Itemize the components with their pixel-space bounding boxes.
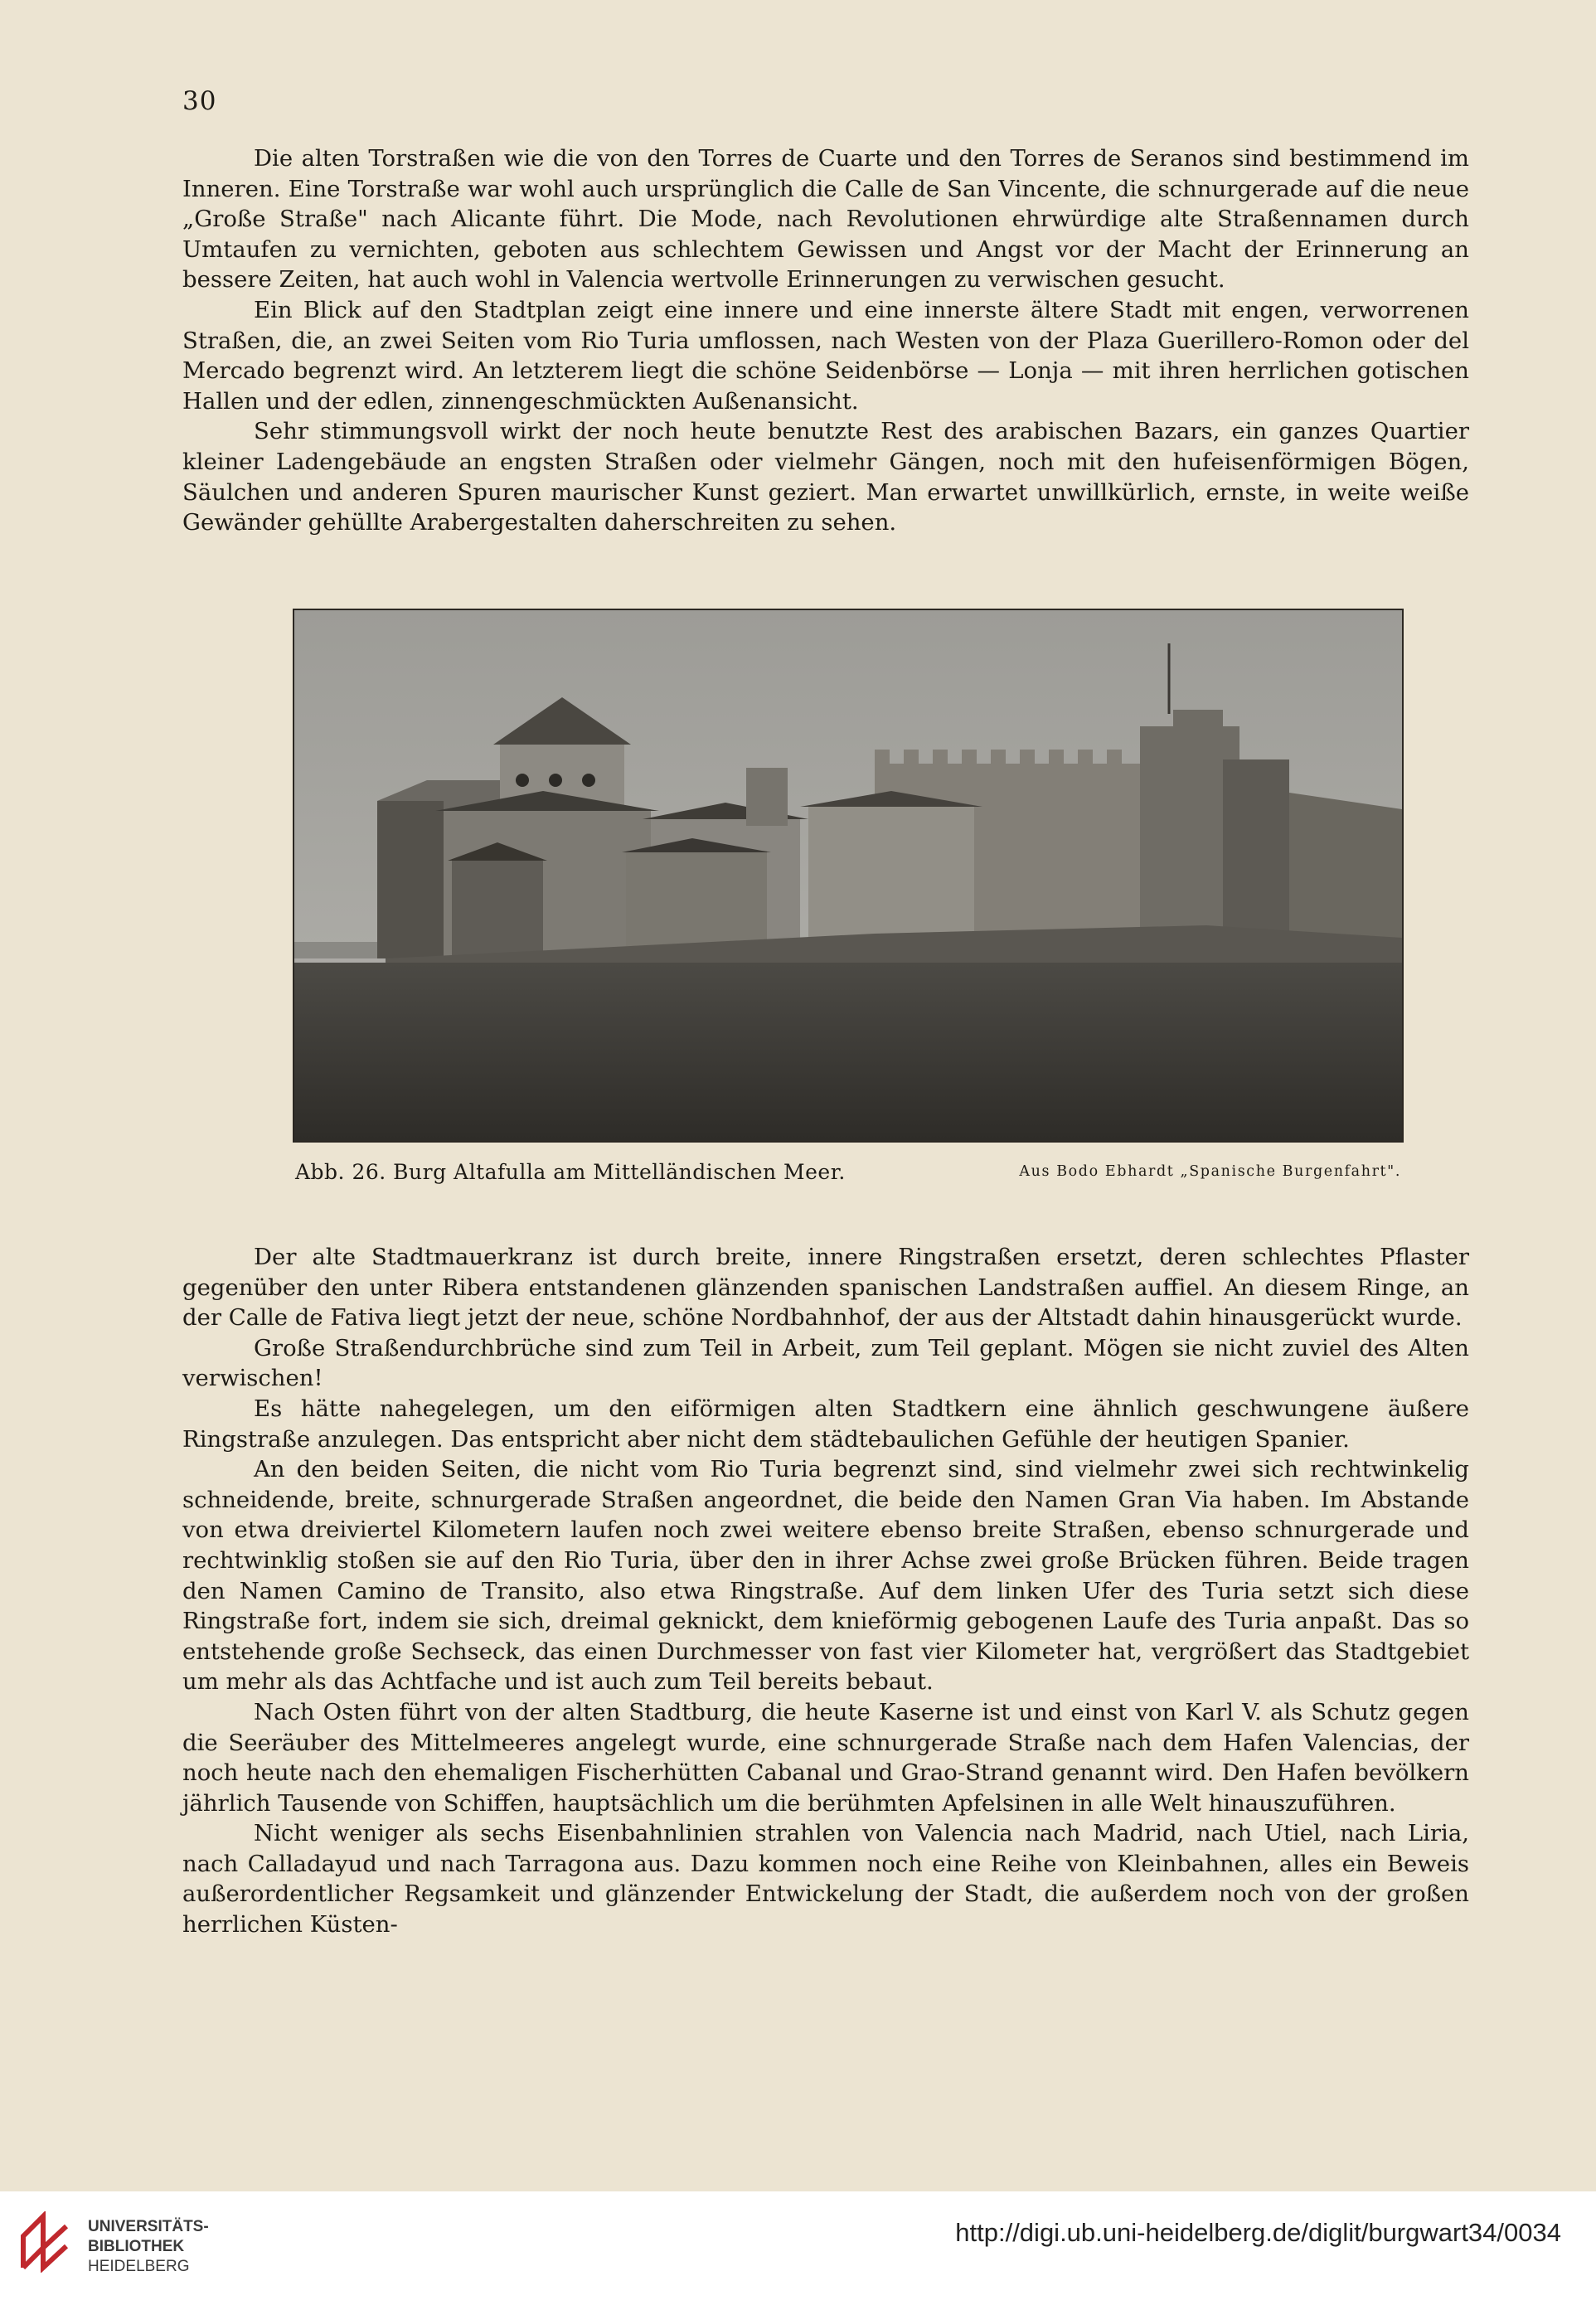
library-name-line: HEIDELBERG <box>88 2258 190 2275</box>
paragraph: Die alten Torstraßen wie die von den Torres de Cuarte und den Torres de Seranos sind bestimmend im Inneren. Eine Torstraße war wohl auch ursprünglich die Calle de San Vincente, die schnurgerade auf die neue „Große Straße" nach Alicante führt. Die Mode, nach Revolutionen ehrwürdige alte Straßennamen durch Umtaufen zu vernichten, geboten aus schlechtem Gewissen und Angst vor der Macht der Erinnerung an bessere Zeiten, hat auch wohl in Valencia wertvolle Erinnerungen zu verwischen gesucht. <box>182 145 1469 294</box>
paragraph: Nicht weniger als sechs Eisenbahnlinien strahlen von Valencia nach Madrid, nach Utiel, nach Liria, nach Calladayud und nach Tarragona aus. Dazu kommen noch eine Reihe von Kleinbahnen, alles ein Beweis außerordentlicher Regsamkeit und glänzender Entwickelung der Stadt, die außerdem noch von der großen herrlichen Küsten- <box>182 1820 1469 1939</box>
library-name <box>88 2217 209 2277</box>
paragraph: An den beiden Seiten, die nicht vom Rio Turia begrenzt sind, sind vielmehr zwei sich rechtwinkelig schneidende, breite, schnurgerade Straßen angeordnet, die beide den Namen Gran Via haben. Im Abstande von etwa dreiviertel Kilometern laufen noch zwei weitere ebenso breite Straßen, ebenso schnurgerade und rechtwinklig stoßen sie auf den Rio Turia, über den in ihrer Achse zwei große Brücken führen. Beide tragen den Namen Camino de Transito, also etwa Ringstraße. Auf dem linken Ufer des Turia setzt sich diese Ringstraße fort, indem sie sich, dreimal geknickt, dem knieförmig gebogenen Laufe des Turia anpaßt. Das so entstehende große Sechseck, das einen Durchmesser von fast vier Kilometer hat, vergrößert das Stadtgebiet um mehr als das Achtfache und ist auch zum Teil bereits bebaut. <box>182 1456 1469 1696</box>
paragraph: Große Straßendurchbrüche sind zum Teil in Arbeit, zum Teil geplant. Mögen sie nicht zuviel des Alten verwischen! <box>182 1334 1469 1392</box>
library-name-line: UNIVERSITÄTS- <box>88 2218 209 2235</box>
page-number: 30 <box>182 86 217 116</box>
paragraph: Der alte Stadtmauerkranz ist durch breite, innere Ringstraßen ersetzt, deren schlechtes Pflaster gegenüber den unter Ribera entstandenen glänzenden spanischen Landstraßen auffiel. An diesem Ringe, an der Calle de Fativa liegt jetzt der neue, schöne Nordbahnhof, der aus der Altstadt dahin hinausgerückt wurde. <box>182 1244 1469 1332</box>
library-name-line: BIBLIOTHEK <box>88 2238 185 2255</box>
university-library-logo-icon <box>18 2211 71 2273</box>
text-block-top <box>182 143 1469 538</box>
figure-credit: Aus Bodo Ebhardt „Spanische Burgenfahrt". <box>1019 1163 1401 1180</box>
text-block-bottom <box>182 1242 1469 1940</box>
paragraph: Sehr stimmungsvoll wirkt der noch heute benutzte Rest des arabischen Bazars, ein ganzes Quartier kleiner Ladengebäude an engsten Straßen oder vielmehr Gängen, noch mit den hufeisenförmigen Bögen, Säulchen und anderen Spuren maurischer Kunst geziert. Man erwartet unwillkürlich, ernste, in weite weiße Gewänder gehüllte Arabergestalten daherschreiten zu sehen. <box>182 418 1469 536</box>
castle-illustration <box>294 610 1402 1141</box>
castle-photograph <box>293 609 1404 1143</box>
library-footer <box>0 2191 1596 2305</box>
paragraph: Nach Osten führt von der alten Stadtburg, die heute Kaserne ist und einst von Karl V. als Schutz gegen die Seeräuber des Mittelmeeres angelegt wurde, eine schnurgerade Straße nach dem Hafen Valencias, der noch heute nach den ehemaligen Fischerhütten Cabanal und Grao-Strand genannt wird. Den Hafen bevölkern jährlich Tausende von Schiffen, hauptsächlich um die berühmten Apfelsinen in alle Welt hinauszuführen. <box>182 1698 1469 1817</box>
paragraph: Es hätte nahegelegen, um den eiförmigen alten Stadtkern eine ähnlich geschwungene äußere Ringstraße anzulegen. Das entspricht aber nicht dem städtebaulichen Gefühle der heutigen Spanier. <box>182 1395 1469 1453</box>
figure-caption: Abb. 26. Burg Altafulla am Mittelländischen Meer. <box>295 1160 846 1184</box>
paragraph: Ein Blick auf den Stadtplan zeigt eine innere und eine innerste ältere Stadt mit engen, verworrenen Straßen, die, an zwei Seiten vom Rio Turia umflossen, nach Westen von der Plaza Guerillero-Romon oder del Mercado begrenzt wird. An letzterem liegt die schöne Seidenbörse — Lonja — mit ihren herrlichen gotischen Hallen und der edlen, zinnengeschmückten Außenansicht. <box>182 296 1469 415</box>
source-url-link[interactable]: http://digi.ub.uni-heidelberg.de/diglit/burgwart34/0034 <box>955 2218 1561 2247</box>
